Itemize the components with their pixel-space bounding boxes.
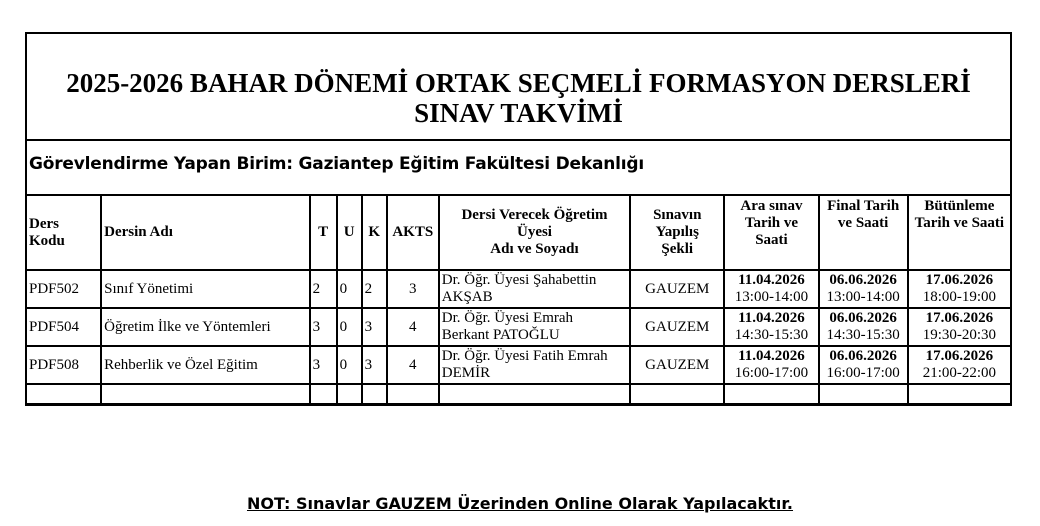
final-datetime: 06.06.2026 16:00-17:00 <box>819 346 908 384</box>
header-final: Final Tarih ve Saati <box>819 195 908 270</box>
course-akts: 4 <box>387 346 439 384</box>
course-u: 0 <box>337 270 362 308</box>
course-akts: 4 <box>387 308 439 346</box>
course-k: 2 <box>362 270 387 308</box>
divider <box>27 139 1010 141</box>
header-midterm: Ara sınav Tarih ve Saati <box>724 195 818 270</box>
footer-note: NOT: Sınavlar GAUZEM Üzerinden Online Olarak Yapılacaktır. <box>246 494 794 513</box>
makeup-datetime: 17.06.2026 21:00-22:00 <box>908 346 1011 384</box>
course-name: Sınıf Yönetimi <box>101 270 309 308</box>
course-name: Rehberlik ve Özel Eğitim <box>101 346 309 384</box>
title-line-1: 2025-2026 BAHAR DÖNEMİ ORTAK SEÇMELİ FORMASYON DERSLERİ <box>66 68 971 98</box>
final-datetime: 06.06.2026 13:00-14:00 <box>819 270 908 308</box>
table-header-row <box>26 195 1011 270</box>
title-line-2: SINAV TAKVİMİ <box>414 98 623 128</box>
header-code: Ders Kodu <box>26 195 101 270</box>
final-datetime: 06.06.2026 14:30-15:30 <box>819 308 908 346</box>
course-code: PDF504 <box>26 308 101 346</box>
table-row <box>26 308 1011 346</box>
makeup-datetime: 17.06.2026 19:30-20:30 <box>908 308 1011 346</box>
course-code: PDF502 <box>26 270 101 308</box>
midterm-datetime: 11.04.2026 16:00-17:00 <box>724 346 818 384</box>
midterm-datetime: 11.04.2026 13:00-14:00 <box>724 270 818 308</box>
makeup-datetime: 17.06.2026 18:00-19:00 <box>908 270 1011 308</box>
course-u: 0 <box>337 308 362 346</box>
course-name: Öğretim İlke ve Yöntemleri <box>101 308 309 346</box>
exam-method: GAUZEM <box>630 346 724 384</box>
header-makeup: Bütünleme Tarih ve Saati <box>908 195 1011 270</box>
course-t: 2 <box>310 270 337 308</box>
midterm-datetime: 11.04.2026 14:30-15:30 <box>724 308 818 346</box>
course-t: 3 <box>310 346 337 384</box>
header-name: Dersin Adı <box>101 195 309 270</box>
header-u: U <box>337 195 362 270</box>
table-row <box>26 346 1011 384</box>
header-method: Sınavın Yapılış Şekli <box>630 195 724 270</box>
empty-row <box>26 384 1011 404</box>
course-k: 3 <box>362 308 387 346</box>
exam-schedule-table <box>25 194 1012 405</box>
page-title <box>27 68 1010 128</box>
course-k: 3 <box>362 346 387 384</box>
exam-method: GAUZEM <box>630 270 724 308</box>
schedule-document <box>25 32 1012 406</box>
course-t: 3 <box>310 308 337 346</box>
unit-heading: Görevlendirme Yapan Birim: Gaziantep Eğitim Fakültesi Dekanlığı <box>29 154 645 174</box>
instructor: Dr. Öğr. Üyesi Emrah Berkant PATOĞLU <box>439 308 630 346</box>
exam-method: GAUZEM <box>630 308 724 346</box>
table-row <box>26 270 1011 308</box>
instructor: Dr. Öğr. Üyesi Fatih Emrah DEMİR <box>439 346 630 384</box>
header-k: K <box>362 195 387 270</box>
header-t: T <box>310 195 337 270</box>
instructor: Dr. Öğr. Üyesi Şahabettin AKŞAB <box>439 270 630 308</box>
course-code: PDF508 <box>26 346 101 384</box>
header-instructor: Dersi Verecek Öğretim Üyesi Adı ve Soyadı <box>439 195 630 270</box>
course-u: 0 <box>337 346 362 384</box>
header-akts: AKTS <box>387 195 439 270</box>
course-akts: 3 <box>387 270 439 308</box>
